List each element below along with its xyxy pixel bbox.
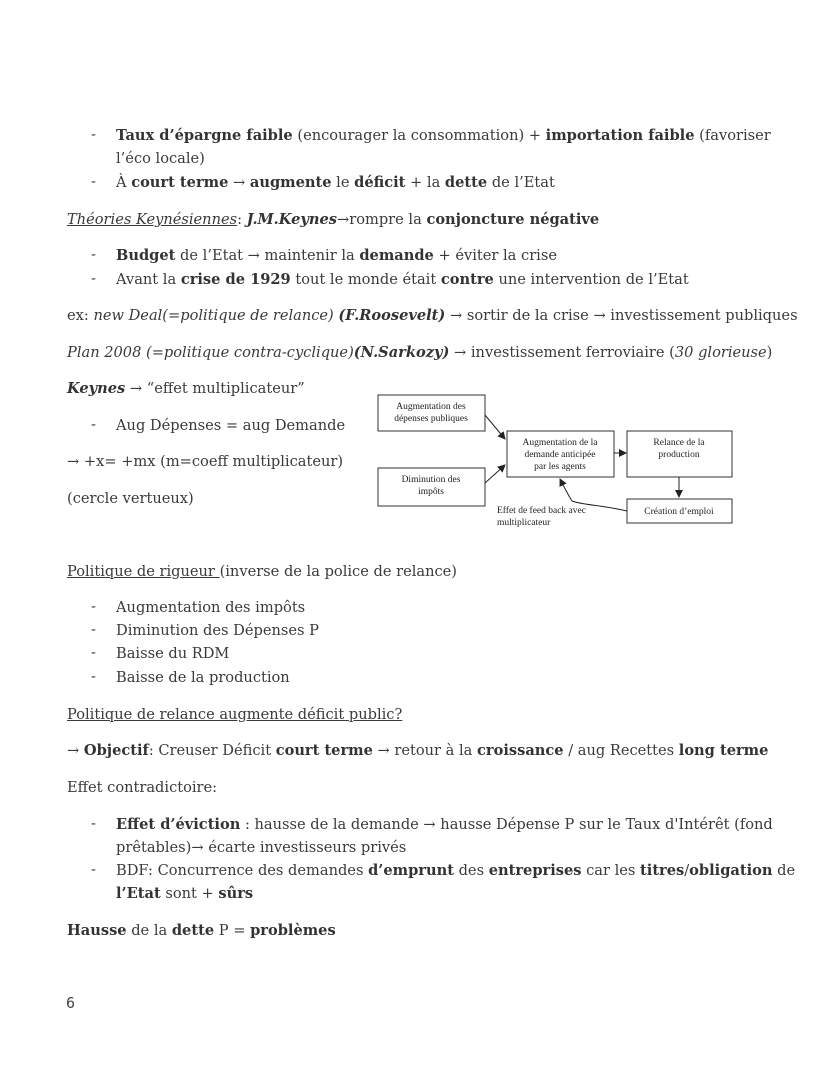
section-title: Politique de rigueur [67,563,220,580]
text: / aug Recettes [563,742,679,759]
text: / [684,862,690,879]
bullet-dash: - [91,815,96,832]
bold-text: dette [171,922,215,939]
box-impots-label: impôts [418,487,444,497]
text: → [228,174,250,191]
text: (encourager la consommation) + [292,127,546,144]
multiplier-formula: → +x= +mx (m=coeff multiplicateur) [67,453,344,470]
bullet-aug-depenses: Aug Dépenses = aug Demande [116,417,346,434]
section-title: Politique de relance augmente déficit public? [67,706,403,723]
italic-text: 30 glorieuse [674,344,767,361]
text: une intervention de l’Etat [493,271,689,288]
list-item: Baisse du RDM [116,645,230,662]
box-demande-label: par les agents [534,462,586,472]
text: → [337,211,350,228]
text: sont + [160,885,219,902]
bullet-dash: - [91,621,96,638]
list-item: Baisse de la production [116,669,290,686]
box-depenses-label: dépenses publiques [394,414,468,424]
bullet-dash: - [91,668,96,685]
text: de l’Etat → maintenir la [175,247,360,264]
bullet-dash: - [91,644,96,661]
rigueur-heading [67,562,457,582]
text: rompre la [349,211,427,228]
bold-text: obligation [689,862,773,879]
bold-text: l’Etat [116,885,161,902]
author: (F.Roosevelt) [338,307,446,324]
list-item: Diminution des Dépenses P [116,622,319,639]
bold-text: court terme [131,174,229,191]
bold-text: problèmes [250,922,336,939]
box-production-label: production [658,450,700,460]
bold-text: augmente [249,174,332,191]
multiplier-diagram [377,393,737,533]
cercle-vertueux: (cercle vertueux) [67,490,194,507]
bold-text: Taux d’épargne faible [116,127,293,144]
plan-2008 [67,343,772,363]
bullet-dash: - [91,246,96,263]
text: → investissement ferroviaire ( [449,344,675,361]
text: → “effet multiplicateur” [125,380,305,397]
bold-text: demande [359,247,434,264]
bold-text: sûrs [218,885,254,902]
text: → sortir de la crise → investissement publiques [445,307,798,324]
bold-text: Hausse [67,922,127,939]
box-demande-label: Augmentation de la [522,438,598,448]
arrow [485,415,505,439]
author: Keynes [67,380,126,397]
bullet-dash: - [91,598,96,615]
box-demande-label: demande anticipée [524,450,596,460]
italic-text: Plan 2008 (=politique contra-cyclique) [67,344,354,361]
bullet-bdf [116,861,795,881]
text: de la [126,922,172,939]
bullet-epargne-cont: l’éco locale) [116,150,205,167]
feedback-label: multiplicateur [497,518,551,528]
text: car les [581,862,641,879]
text: + éviter la crise [433,247,557,264]
section-title: Théories Keynésiennes [67,211,238,228]
bullet-budget [116,246,557,266]
keynes-theory-heading [67,210,599,230]
bullet-eviction [116,815,773,835]
arrow [485,465,505,483]
bold-text: d’emprunt [368,862,454,879]
text: : hausse de la demande → hausse Dépense P sur le Taux d'Intérêt (fond [240,816,773,833]
bold-text: titres [640,862,685,879]
text: (inverse de la police de relance) [219,563,457,580]
bold-text: conjoncture négative [426,211,600,228]
author: (N.Sarkozy) [353,344,450,361]
relance-question [67,705,402,725]
bullet-dash: - [91,416,96,433]
bold-text: entreprises [488,862,582,879]
keynes-multiplier [67,379,305,399]
bold-text: Objectif [83,742,149,759]
text: : [237,211,247,228]
italic-text: new Deal(=politique de relance) [93,307,339,324]
feedback-label: Effet de feed back avec [497,506,586,516]
bullet-dash: - [91,861,96,878]
box-depenses-label: Augmentation des [396,402,466,412]
bold-text: court terme [275,742,373,759]
author: J.M.Keynes [246,211,337,228]
text: BDF: Concurrence des demandes [116,862,369,879]
bold-text: crise de 1929 [180,271,291,288]
text: À [116,174,132,191]
text: : Creuser Déficit [148,742,276,759]
bold-text: dette [444,174,488,191]
box-depenses [378,395,485,431]
bullet-crise-1929 [116,270,689,290]
text: (favoriser [694,127,771,144]
bullet-dash: - [91,126,96,143]
text: ex: [67,307,94,324]
text: le [331,174,355,191]
text: → retour à la [372,742,478,759]
bold-text: croissance [477,742,564,759]
bullet-dash: - [91,173,96,190]
text: des [453,862,489,879]
text: de [772,862,796,879]
effet-contradictoire: Effet contradictoire: [67,779,218,796]
box-emploi-label: Création d’emploi [644,507,714,517]
box-production-label: Relance de la [653,438,705,448]
hausse-dette [67,921,336,941]
bullet-eviction-cont: prêtables)→ écarte investisseurs privés [116,839,407,856]
page-number: 6 [66,994,76,1012]
bullet-bdf-cont [116,884,253,904]
bullet-dash: - [91,270,96,287]
bold-text: Budget [116,247,176,264]
bold-text: déficit [354,174,406,191]
text: P = [214,922,251,939]
text: tout le monde était [290,271,441,288]
objectif [67,741,768,761]
bullet-epargne [116,126,771,146]
bullet-court-terme [116,173,555,193]
text: + la [405,174,445,191]
bold-text: long terme [678,742,769,759]
text: → [67,742,84,759]
bold-text: contre [440,271,494,288]
box-impots-label: Diminution des [401,475,461,485]
bold-text: importation faible [545,127,695,144]
bold-text: Effet d’éviction [116,816,241,833]
example-new-deal [67,306,798,326]
text: Avant la [116,271,181,288]
text: ) [766,344,773,361]
list-item: Augmentation des impôts [116,599,306,616]
text: de l’Etat [487,174,555,191]
